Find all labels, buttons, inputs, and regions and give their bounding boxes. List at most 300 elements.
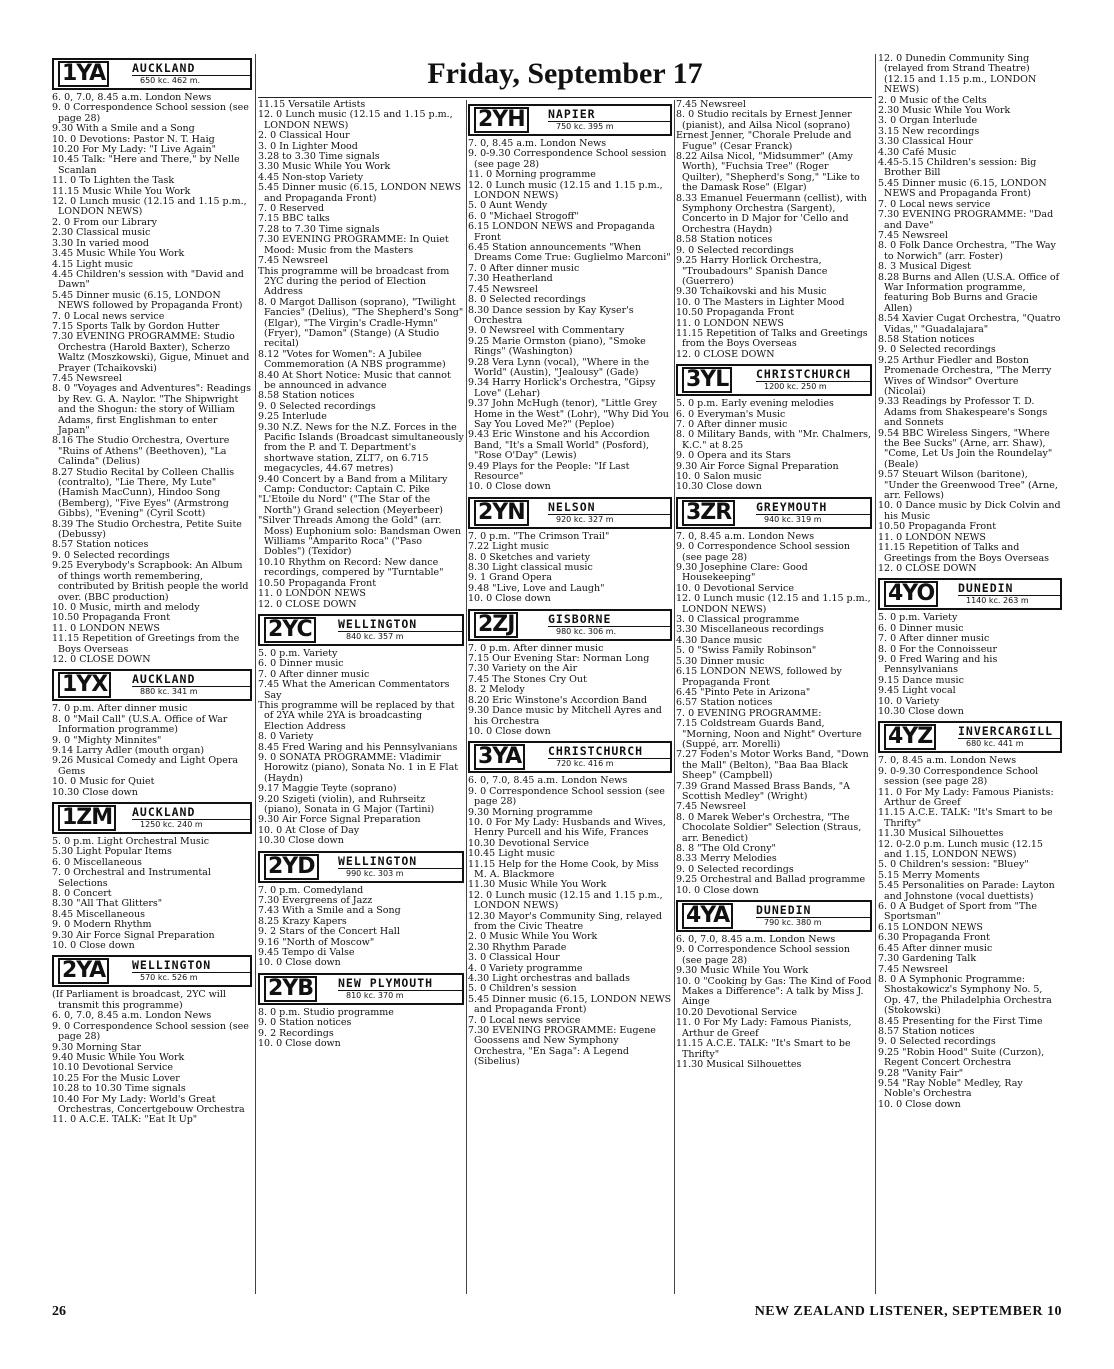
column-divider	[674, 100, 675, 1294]
station-city: GISBORNE	[548, 613, 670, 627]
programme-entry: 11. 0 LONDON NEWS	[258, 588, 366, 600]
programme-entry: 7.30 Variety on the Air	[468, 663, 578, 675]
programme-entry: 10. 0 "Cooking by Gas: The Kind of Food Makes a Difference": A talk by Miss J. Ainge	[676, 975, 872, 1008]
programme-entry: 6.45 "Pinto Pete in Arizona"	[676, 686, 811, 698]
programme-entry: 10. 0 Devotions: Pastor N. T. Haig	[52, 133, 215, 145]
programme-entry: 5. 0 "Swiss Family Robinson"	[676, 645, 817, 657]
programme-entry: 4.45 Non-stop Variety	[258, 171, 364, 183]
programme-entry: 7. 0 p.m. "The Crimson Trail"	[468, 530, 610, 542]
programme-entry: 10. 0 Dance music by Dick Colvin and his Music	[878, 500, 1061, 522]
programme-entry: 8. 0 Concert	[52, 888, 112, 900]
programme-list-2zj	[468, 644, 672, 738]
programme-entry: 10.20 Devotional Service	[676, 1006, 797, 1018]
programme-entry: 5.45 Dinner music (6.15, LONDON NEWS followed by Propaganda Front)	[52, 289, 243, 312]
programme-entry: 10.30 Close down	[52, 786, 138, 798]
programme-entry: 7. 0 p.m. After dinner music	[52, 703, 188, 715]
programme-list-3zr	[676, 532, 872, 896]
programme-entry: 8. 0 Marek Weber's Orchestra, "The Chocolate Soldier" Selection (Straus, arr. Benedict)	[676, 811, 862, 844]
station-logo: 2ZJ	[470, 611, 544, 639]
programme-entry: 11.15 Repetition of Talks and Greetings from the Boys Overseas	[878, 542, 1050, 564]
programme-entry: 10. 0 For My Lady: Husbands and Wives, Henry Purcell and his Wife, Frances	[468, 816, 666, 839]
programme-entry: 9.30 Air Force Signal Preparation	[52, 929, 215, 941]
programme-entry: 7. 0 After dinner music	[468, 262, 580, 274]
programme-entry: 6.30 Propaganda Front	[878, 932, 990, 944]
station-frequency: 880 kc. 341 m	[140, 687, 198, 697]
programme-entry: 6.15 LONDON NEWS	[878, 921, 983, 933]
programme-entry: 9.25 Harry Horlick Orchestra, "Troubadours" Spanish Dance (Guerrero)	[676, 255, 828, 287]
programme-entry: 6. 0 Everyman's Music	[676, 408, 786, 420]
programme-list-4yo	[878, 613, 1062, 717]
programme-entry: 10.50 Propaganda Front	[52, 612, 171, 624]
programme-entry: 5. 0 p.m. Early evening melodies	[676, 398, 834, 410]
programme-entry: 12. 0 Lunch music (12.15 and 1.15 p.m., LONDON NEWS)	[258, 109, 453, 131]
programme-entry: 9.40 Concert by a Band from a Military Camp: Conductor: Captain C. Pike	[258, 473, 448, 496]
programme-entry: 10. 0 Close down	[52, 940, 135, 952]
programme-entry: 12. 0 CLOSE DOWN	[258, 598, 357, 610]
programme-entry: 2.30 Music While You Work	[878, 105, 1011, 117]
programme-entry: 7. 0 After dinner music	[878, 633, 990, 645]
programme-entry: 7.43 With a Smile and a Song	[258, 905, 401, 917]
programme-entry: 10. 0 Close down	[468, 725, 551, 737]
programme-entry: 12. 0 CLOSE DOWN	[52, 653, 151, 665]
programme-entry: 11.15 Repetition of Greetings from the Boys Overseas	[52, 633, 240, 655]
programme-entry: 7.45 Newsreel	[878, 963, 948, 975]
programme-entry: 7.27 Foden's Motor Works Band, "Down the Mall" (Belton), "Baa Baa Black Sheep" (Campbell)	[676, 749, 869, 782]
publication-line: NEW ZEALAND LISTENER, SEPTEMBER 10	[754, 1304, 1062, 1319]
programme-entry: 8. 0 "Mail Call" (U.S.A. Office of War Information programme)	[52, 713, 228, 736]
programme-entry: 9. 0 Newsreel with Commentary	[468, 325, 625, 337]
programme-list-3yl	[676, 399, 872, 493]
station-city: CHRISTCHURCH	[756, 368, 870, 382]
programme-list-2ya-cont	[258, 100, 464, 610]
station-logo: 2YH	[470, 106, 544, 134]
programme-entry: 9.30 With a Smile and a Song	[52, 123, 195, 135]
programme-entry: 5. 0 Aunt Wendy	[468, 200, 548, 212]
station-logo: 1YA	[54, 60, 128, 88]
programme-entry: 10.30 Devotional Service	[468, 837, 589, 849]
programme-list-2yd	[258, 886, 464, 969]
programme-entry: 2. 0 From our Library	[52, 216, 157, 228]
programme-entry: 10.10 Rhythm on Record: New dance recordings, compered by "Turntable"	[258, 556, 444, 579]
programme-entry: 7.30 EVENING PROGRAMME: "Dad and Dave"	[878, 209, 1054, 231]
programme-entry: 10. 0 Music, mirth and melody	[52, 601, 200, 613]
programme-entry: 9.45 Light vocal	[878, 685, 956, 697]
station-frequency: 650 kc. 462 m.	[140, 76, 201, 85]
programme-entry: 9.30 Tchaikovski and his Music	[676, 286, 827, 298]
programme-entry: 10. 0 Variety	[878, 695, 940, 707]
programme-entry: 9.49 Plays for the People: "If Last Resource"	[468, 460, 630, 482]
programme-entry: 5.45 Dinner music (6.15, LONDON NEWS and Propaganda Front)	[468, 993, 672, 1016]
programme-entry: 5. 0 p.m. Light Orchestral Music	[52, 836, 210, 847]
programme-entry: 5. 0 p.m. Variety	[258, 647, 338, 659]
programme-entry: 8.58 Station notices	[878, 333, 975, 345]
programme-entry: 5. 0 p.m. Variety	[878, 612, 958, 624]
programme-entry: 7.15 Sports Talk by Gordon Hutter	[52, 320, 220, 332]
programme-entry: 12. 0 CLOSE DOWN	[676, 348, 775, 360]
programme-entry: 8. 3 Musical Digest	[878, 261, 972, 273]
programme-entry: 9.25 Arthur Fiedler and Boston Promenade Orchestra, "The Merry Wives of Windsor" Overture (Nicolai)	[878, 354, 1052, 397]
programme-entry: 8.45 Miscellaneous	[52, 908, 145, 920]
station-city: DUNEDIN	[756, 904, 870, 918]
station-frequency: 750 kc. 395 m	[556, 122, 614, 131]
programme-entry: 11.30 Musical Silhouettes	[878, 828, 1004, 840]
programme-entry: 9.30 Air Force Signal Preparation	[258, 814, 421, 826]
station-logo: 4YA	[678, 902, 752, 930]
programme-list-4yz	[878, 756, 1062, 1110]
programme-entry: 10.45 Light music	[468, 848, 555, 860]
station-header-2yc	[258, 614, 464, 646]
programme-entry: 10. 0 Salon music	[676, 471, 762, 482]
station-logo: 1ZM	[54, 804, 128, 832]
programme-entry: 8. 0 Sketches and variety	[468, 551, 591, 563]
programme-entry: 9.30 Morning programme	[468, 806, 593, 818]
station-header-1ya	[52, 58, 252, 90]
programme-entry: 12. 0 CLOSE DOWN	[878, 562, 977, 574]
programme-entry: 6. 0, 7.0, 8.45 a.m. London News	[52, 1010, 212, 1022]
programme-entry: 9.26 Musical Comedy and Light Opera Gems	[52, 755, 239, 777]
programme-entry: 11. 0 For My Lady: Famous Pianists, Arthur de Greef	[676, 1017, 852, 1039]
programme-entry: 9. 2 Recordings	[258, 1027, 334, 1039]
programme-entry: 12.30 Mayor's Community Sing, relayed from the Civic Theatre	[468, 910, 662, 932]
programme-entry: 9.20 Szigeti (violin), and Ruhrseitz (piano), Sonata in G Major (Tartini)	[258, 793, 435, 815]
programme-entry: 9.25 Orchestral and Ballad programme	[676, 874, 866, 886]
programme-entry: 3. 0 Classical programme	[676, 614, 800, 626]
column-divider	[255, 54, 256, 1294]
programme-entry: 9.43 Eric Winstone and his Accordion Band, "It's a Small World" (Posford), "Rose O'Day" (Lewis)	[468, 429, 650, 462]
programme-entry: 3. 0 Organ Interlude	[878, 115, 978, 127]
programme-entry: 7. 0, 8.45 a.m. London News	[878, 755, 1017, 767]
programme-entry: 8. 0 p.m. Studio programme	[258, 1006, 394, 1018]
programme-entry: 9.54 "Ray Noble" Medley, Ray Noble's Orchestra	[878, 1077, 1023, 1100]
station-city: NELSON	[548, 501, 670, 515]
programme-entry: 9. 0 Correspondence School session (see page 28)	[676, 944, 850, 966]
programme-entry: 8.12 "Votes for Women": A Jubilee Commemoration (A NBS programme)	[258, 348, 446, 371]
programme-entry: 12. 0 Dunedin Community Sing (relayed from Strand Theatre) (12.15 and 1.15 p.m., LONDON NEWS)	[878, 54, 1037, 96]
programme-entry: 7. 0 Reserved	[258, 203, 325, 215]
programme-entry: 11. 0 To Lighten the Task	[52, 175, 175, 187]
programme-entry: 7.15 Coldstream Guards Band, "Morning, Noon and Night" Overture (Suppé, arr. Morelli)	[676, 718, 862, 750]
programme-entry: 10. 0 Close down	[878, 1098, 961, 1110]
programme-entry: 8.16 The Studio Orchestra, Overture "Ruins of Athens" (Beethoven), "La Calinda" (Delius)	[52, 435, 230, 468]
programme-entry: 7.45 Newsreel	[52, 372, 122, 384]
programme-entry: 10.50 Propaganda Front	[878, 521, 997, 533]
station-logo: 2YN	[470, 499, 544, 527]
programme-entry: 2.30 Rhythm Parade	[468, 941, 567, 953]
programme-entry: 9. 0 SONATA PROGRAMME: Vladimir Horowitz (piano), Sonata No. 1 in E Flat (Haydn)	[258, 751, 459, 784]
programme-entry: 9.14 Larry Adler (mouth organ)	[52, 744, 205, 756]
programme-entry: 2.30 Classical music	[52, 227, 151, 239]
programme-entry: 7.22 Light music	[468, 541, 549, 553]
station-frequency: 920 kc. 327 m	[556, 514, 614, 524]
programme-entry: 4.30 Café Music	[878, 146, 957, 158]
programme-entry: 11.15 Help for the Home Cook, by Miss M. A. Blackmore	[468, 858, 659, 880]
programme-entry: 6.45 After dinner music	[878, 942, 993, 954]
programme-entry: 9.30 Josephine Clare: Good Housekeeping"	[676, 562, 808, 584]
programme-entry: 7.30 EVENING PROGRAMME: In Quiet Mood: Music from the Masters	[258, 234, 449, 256]
programme-entry: 7.45 What the American Commentators Say	[258, 679, 450, 701]
station-frequency: 980 kc. 306 m.	[556, 626, 617, 636]
programme-entry: 8. 0 Selected recordings	[468, 294, 586, 306]
column-2	[258, 100, 464, 1294]
programme-entry: 8.28 Burns and Allen (U.S.A. Office of War Information programme, featuring Bob Burns and Gracie Allen)	[878, 271, 1060, 314]
programme-entry: 10. 0 Devotional Service	[676, 582, 794, 594]
station-city: INVERCARGILL	[958, 725, 1060, 739]
column-4	[676, 100, 872, 1294]
column-divider	[466, 100, 467, 1294]
programme-entry: 10. 0 Close down	[468, 481, 551, 493]
station-header-1zm	[52, 802, 252, 834]
programme-entry: 5.30 Dinner music	[676, 655, 765, 667]
programme-entry: 8.54 Xavier Cugat Orchestra, "Quatro Vidas," "Guadalajara"	[878, 313, 1061, 335]
programme-entry: 9.48 "Live, Love and Laugh"	[468, 582, 605, 594]
programme-entry: 7. 0 p.m. After dinner music	[468, 642, 604, 654]
programme-entry: 6. 0, 7.0, 8.45 a.m. London News	[52, 92, 212, 103]
station-frequency: 840 kc. 357 m	[346, 631, 404, 641]
programme-entry: 4.15 Light music	[52, 258, 133, 270]
station-logo: 2YC	[260, 616, 334, 644]
programme-entry: 8. 0 Folk Dance Orchestra, "The Way to Norwich" (arr. Foster)	[878, 240, 1056, 262]
programme-entry: 10. 0 Close down	[258, 1038, 341, 1050]
programme-list-3ya	[468, 776, 672, 1067]
programme-entry: 10.40 For My Lady: World's Great Orchestras, Concertgebouw Orchestra	[52, 1093, 245, 1115]
programme-entry: 9. 0 Correspondence School session (see page 28)	[52, 102, 249, 124]
programme-entry: 7.45 The Stones Cry Out	[468, 673, 587, 685]
programme-entry: 11. 0 LONDON NEWS	[52, 622, 160, 634]
programme-entry: "Silver Threads Among the Gold" (arr. Moss) Euphonium solo: Bandsman Owen Williams "Amparito Roca" ("Paso Dobles") (Texidor)	[258, 515, 461, 558]
programme-entry: 9. 0 Selected recordings	[676, 244, 794, 256]
programme-entry: 4.45 Children's session with "David and Dawn"	[52, 268, 244, 291]
programme-list-1yx	[52, 704, 252, 798]
programme-entry: 4.30 Dance music	[676, 634, 762, 646]
programme-entry: 8. 0 For the Connoisseur	[878, 643, 998, 655]
programme-entry: 10.30 Close down	[258, 835, 344, 847]
station-header-3zr	[676, 497, 872, 529]
programme-entry: 4. 0 Variety programme	[468, 962, 583, 974]
programme-entry: 7. 0 After dinner music	[676, 418, 788, 430]
station-frequency: 940 kc. 319 m	[764, 514, 822, 524]
programme-entry: 8. 0 A Symphonic Programme: Shostakowicz's Symphony No. 5, Op. 47, the Philadelphia Orchestra (Stokowski)	[878, 973, 1052, 1017]
programme-entry: 10. 0 The Masters in Lighter Mood	[676, 296, 845, 308]
programme-entry: 7.30 Gardening Talk	[878, 953, 977, 965]
programme-entry: 8.39 The Studio Orchestra, Petite Suite (Debussy)	[52, 518, 242, 541]
programme-entry: 7.30 EVENING PROGRAMME: Eugene Goossens and New Symphony Orchestra, "En Saga": A Legend (Sibelius)	[468, 1025, 656, 1068]
programme-entry: 4.30 Light orchestras and ballads	[468, 973, 630, 985]
programme-entry: 12. 0 Lunch music (12.15 and 1.15 p.m., LONDON NEWS)	[52, 196, 247, 218]
programme-entry: 7.15 Our Evening Star: Norman Long	[468, 653, 650, 665]
station-city: WELLINGTON	[132, 959, 250, 973]
station-header-2yd	[258, 851, 464, 883]
programme-entry: 7.28 to 7.30 Time signals	[258, 223, 380, 235]
station-city: WELLINGTON	[338, 855, 462, 869]
programme-entry: 9.25 "Robin Hood" Suite (Curzon), Regent Concert Orchestra	[878, 1046, 1045, 1069]
programme-entry: 5.30 Light Popular Items	[52, 846, 172, 858]
station-city: CHRISTCHURCH	[548, 745, 670, 759]
programme-entry: 3.30 In varied mood	[52, 237, 149, 249]
programme-entry: 5. 0 Children's session: "Bluey"	[878, 859, 1029, 871]
station-city: DUNEDIN	[958, 582, 1060, 596]
programme-entry: 11.15 Music While You Work	[52, 185, 191, 197]
page-number: 26	[52, 1304, 66, 1319]
programme-list-2yb	[258, 1008, 464, 1050]
programme-entry: 9.25 Marie Ormston (piano), "Smoke Rings" (Washington)	[468, 335, 646, 358]
station-frequency: 790 kc. 380 m	[764, 918, 822, 928]
programme-entry: 2. 0 Music While You Work	[468, 931, 598, 943]
programme-entry: 7. 0 p.m. Comedyland	[258, 884, 364, 896]
programme-entry: 9. 0 Selected recordings	[258, 400, 376, 412]
programme-entry: 6. 0 Dinner music	[878, 622, 964, 634]
programme-entry: 8.45 Fred Waring and his Pennsylvanians	[258, 741, 458, 753]
station-header-2yn	[468, 497, 672, 529]
programme-entry: 8.20 Eric Winstone's Accordion Band	[468, 694, 648, 706]
programme-entry: 7. 0 EVENING PROGRAMME:	[676, 707, 822, 719]
station-header-2yb	[258, 973, 464, 1005]
programme-entry: 7.45 Newsreel	[676, 801, 746, 813]
programme-entry: 11. 0 For My Lady: Famous Pianists: Arthur de Greef	[878, 786, 1054, 808]
programme-entry: 10.50 Propaganda Front	[258, 577, 377, 589]
station-frequency: 1200 kc. 250 m	[764, 382, 827, 392]
programme-entry: 10.30 Close down	[878, 705, 964, 717]
station-logo: 2YB	[260, 975, 334, 1003]
programme-list-1zm	[52, 837, 252, 951]
programme-entry: 9.25 Everybody's Scrapbook: An Album of things worth remembering, contributed by British people the world over. (BBC production)	[52, 560, 249, 603]
station-header-3ya	[468, 741, 672, 773]
programme-entry: 8. 0 Studio recitals by Ernest Jenner (pianist), and Ailsa Nicol (soprano)	[676, 109, 852, 131]
programme-entry: 8.27 Studio Recital by Colleen Challis (contralto), "Lie There, My Lute" (Hamish MacCunn), Hindoo Song (Bemberg), "Five Eyes" (Armstrong Gibbs), "Evening" (Cyril Scott)	[52, 466, 235, 520]
station-frequency: 720 kc. 416 m	[556, 759, 614, 769]
programme-entry: 7.45 Newsreel	[468, 283, 538, 295]
programme-entry: 9. 0 Correspondence School session (see page 28)	[468, 785, 665, 808]
programme-entry: 8. 0 Military Bands, with "Mr. Chalmers, K.C." at 8.25	[676, 429, 872, 451]
station-frequency: 570 kc. 526 m	[140, 973, 198, 983]
programme-entry: 7.30 EVENING PROGRAMME: Studio Orchestra (Harold Baxter), Scherzo Waltz (Moszkowski), Gigue, Minuet and Prayer (Tchaikovski)	[52, 331, 250, 374]
programme-list-4ya	[676, 935, 872, 1070]
programme-entry: 9.16 "North of Moscow"	[258, 936, 375, 948]
programme-entry: 7.39 Grand Massed Brass Bands, "A Scottish Medley" (Wright)	[676, 780, 850, 802]
programme-entry: 9. 0 Modern Rhythm	[52, 919, 152, 931]
programme-entry: 8.30 Dance session by Kay Kyser's Orchestra	[468, 304, 634, 326]
programme-entry: 9.33 Readings by Professor T. D. Adams from Shakespeare's Songs and Sonnets	[878, 396, 1048, 429]
programme-entry: 11.15 A.C.E. TALK: "It's Smart to be Thrifty"	[878, 807, 1053, 829]
programme-entry: 6. 0 "Michael Strogoff"	[468, 210, 579, 222]
programme-entry: 12. 0 Lunch music (12.15 and 1.15 p.m., LONDON NEWS)	[468, 889, 663, 912]
programme-list-2yc	[258, 649, 464, 847]
station-frequency: 1250 kc. 240 m	[140, 820, 203, 829]
station-logo: 2YA	[54, 957, 128, 985]
programme-list-2yn	[468, 532, 672, 605]
programme-entry: 10.50 Propaganda Front	[676, 307, 795, 319]
station-logo: 4YZ	[880, 723, 954, 751]
programme-entry: 11. 0 A.C.E. TALK: "Eat It Up"	[52, 1114, 198, 1126]
programme-entry: 11.30 Musical Silhouettes	[676, 1058, 802, 1070]
programme-list-2yh	[468, 139, 672, 493]
programme-entry: 8.45 Presenting for the First Time	[878, 1015, 1043, 1027]
station-logo: 3YL	[678, 366, 752, 394]
programme-entry: 10.30 Close down	[676, 481, 762, 493]
programme-entry: 3.28 to 3.30 Time signals	[258, 151, 380, 163]
programme-entry: 7.45 Newsreel	[878, 229, 948, 241]
programme-entry: 7. 0 Local news service	[468, 1014, 581, 1026]
page-title: Friday, September 17	[258, 54, 872, 98]
programme-entry: 4.45-5.15 Children's session: Big Brother Bill	[878, 157, 1037, 179]
programme-entry: 5.45 Personalities on Parade: Layton and Johnstone (vocal duettists)	[878, 880, 1055, 902]
station-header-2yh	[468, 104, 672, 136]
station-header-4yo	[878, 578, 1062, 610]
programme-entry: 8.30 "All That Glitters"	[52, 898, 163, 910]
programme-entry: 9. 0 Station notices	[258, 1017, 352, 1029]
programme-entry: 9. 0 Selected recordings	[52, 549, 170, 561]
programme-entry: 9.37 John McHugh (tenor), "Little Grey Home in the West" (Lohr), "Why Did You Say You Loved Me?" (Peploe)	[468, 398, 669, 430]
station-frequency: 1140 kc. 263 m	[966, 596, 1029, 606]
programme-entry: 9. 1 Grand Opera	[468, 572, 552, 584]
column-1	[52, 54, 252, 1294]
programme-entry: 10. 0 Close down	[676, 884, 759, 896]
programme-entry: 7.30 Evergreens of Jazz	[258, 895, 373, 907]
programme-entry: 9. 0 Selected recordings	[878, 1036, 996, 1048]
programme-entry: 11. 0 LONDON NEWS	[878, 531, 986, 543]
programme-entry: 11. 0 LONDON NEWS	[676, 317, 784, 329]
station-city: NAPIER	[548, 108, 670, 122]
column-3	[468, 100, 672, 1294]
station-header-2zj	[468, 609, 672, 641]
programme-entry: 10. 0 At Close of Day	[258, 824, 360, 836]
programme-entry: 10.45 Talk: "Here and There," by Nelle Scanlan	[52, 154, 240, 176]
programme-entry: 8.40 At Short Notice: Music that cannot be announced in advance	[258, 369, 451, 391]
programme-entry: 5. 0 Children's session	[468, 983, 577, 995]
programme-entry: (If Parliament is broadcast, 2YC will transmit this programme)	[52, 989, 226, 1011]
station-logo: 1YX	[54, 671, 128, 699]
programme-entry: 8. 8 "The Old Crony"	[676, 843, 776, 854]
programme-entry: 8.57 Station notices	[52, 539, 149, 551]
programme-entry: 6.15 LONDON NEWS and Propaganda Front	[468, 221, 655, 243]
programme-entry: 9. 0 Correspondence School session (see page 28)	[52, 1020, 249, 1043]
programme-entry: 7. 0 Orchestral and Instrumental Selections	[52, 867, 211, 889]
programme-entry: 9.17 Maggie Teyte (soprano)	[258, 783, 397, 795]
station-frequency: 810 kc. 370 m	[346, 990, 404, 1000]
programme-entry: 7.45 Newsreel	[258, 255, 328, 267]
programme-entry: This programme will be replaced by that of 2YA while 2YA is broadcasting Election Address	[258, 699, 455, 732]
programme-entry: 8.33 Merry Melodies	[676, 853, 777, 865]
programme-entry: 9.28 "Vanity Fair"	[878, 1067, 964, 1079]
station-header-4ya	[676, 900, 872, 932]
programme-entry: 10. 0 Close down	[468, 593, 551, 605]
programme-entry: 10.20 For My Lady: "I Live Again"	[52, 144, 216, 156]
programme-entry: 11.30 Music While You Work	[468, 879, 607, 891]
programme-entry: 8. 0 "Voyages and Adventures": Readings by Rev. G. A. Naylor. "The Shipwright and the Shogun: the story of William Adams, first Englishman to enter Japan"	[52, 383, 251, 436]
programme-entry: 9.45 Tempo di Valse	[258, 947, 355, 959]
programme-entry: 10.10 Devotional Service	[52, 1062, 173, 1074]
programme-entry: 8. 0 Margot Dallison (soprano), "Twilight Fancies" (Delius), "The Shepherd's Song" (Elgar), "The Virgin's Cradle-Hymn" (Fryer), "Damon" (Stange) (A Studio recital)	[258, 296, 464, 350]
programme-entry: 11.15 Repetition of Talks and Greetings from the Boys Overseas	[676, 327, 868, 350]
programme-entry: 7. 0, 8.45 a.m. London News	[468, 138, 607, 149]
programme-entry: 7.45 Newsreel	[676, 100, 746, 110]
programme-list-2ya	[52, 990, 252, 1125]
programme-entry: 9.40 Music While You Work	[52, 1051, 185, 1063]
programme-entry: 6. 0 Miscellaneous	[52, 856, 142, 868]
programme-entry: 8.33 Emanuel Feuermann (cellist), with Symphony Orchestra (Sargent), Concerto in D Major for 'Cello and Orchestra (Haydn)	[676, 192, 867, 235]
station-city: NEW PLYMOUTH	[338, 977, 462, 991]
programme-entry: 9. 0 Correspondence School session (see page 28)	[676, 541, 850, 563]
programme-entry: 5.45 Dinner music (6.15, LONDON NEWS and Propaganda Front)	[258, 182, 462, 204]
column-5	[878, 54, 1062, 1294]
programme-entry: 7. 0 After dinner music	[258, 668, 370, 680]
programme-entry: 9.30 Air Force Signal Preparation	[676, 460, 839, 472]
programme-list-3ya-cont	[676, 100, 872, 360]
column-divider	[875, 54, 876, 1294]
programme-entry: 9. 0 Fred Waring and his Pennsylvanians	[878, 653, 998, 676]
station-logo: 3ZR	[678, 499, 752, 527]
programme-entry: 9.25 Interlude	[258, 411, 327, 423]
programme-entry: 7. 0 Local news service	[52, 310, 165, 322]
